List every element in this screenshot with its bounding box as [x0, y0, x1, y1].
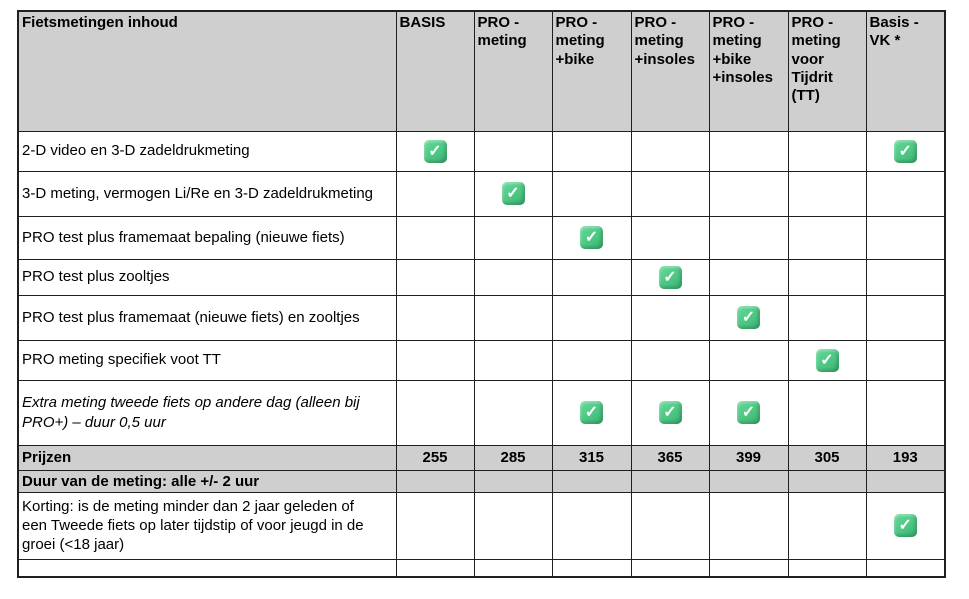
check-cell	[866, 131, 945, 171]
table-row	[18, 340, 945, 380]
check-cell	[866, 295, 945, 340]
row-label: PRO test plus zooltjes	[18, 259, 396, 295]
check-icon: ✓	[816, 349, 839, 372]
check-icon: ✓	[580, 226, 603, 249]
check-cell	[396, 259, 474, 295]
price-value: 285	[474, 445, 552, 470]
empty-cell	[18, 559, 396, 577]
empty-cell	[396, 470, 474, 492]
check-cell	[396, 131, 474, 171]
check-icon: ✓	[737, 306, 760, 329]
row-label: PRO test plus framemaat bepaling (nieuwe fiets)	[18, 216, 396, 259]
check-icon: ✓	[502, 182, 525, 205]
table-row	[18, 216, 945, 259]
empty-row	[18, 559, 945, 577]
check-cell	[552, 380, 631, 445]
check-cell	[866, 492, 945, 559]
column-header-pro-insoles: PRO - meting +insoles	[631, 11, 709, 131]
price-row-label: Prijzen	[18, 445, 396, 470]
price-value: 193	[866, 445, 945, 470]
table-row-extra-meting	[18, 380, 945, 445]
check-cell	[552, 295, 631, 340]
check-cell	[866, 216, 945, 259]
check-cell	[474, 380, 552, 445]
column-header-pro-tt: PRO - meting voor Tijdrit (TT)	[788, 11, 866, 131]
empty-cell	[552, 470, 631, 492]
empty-cell	[866, 559, 945, 577]
price-value: 305	[788, 445, 866, 470]
check-icon: ✓	[737, 401, 760, 424]
check-cell	[631, 259, 709, 295]
check-cell	[552, 216, 631, 259]
check-cell	[788, 259, 866, 295]
column-header-pro-bike: PRO - meting +bike	[552, 11, 631, 131]
column-header-pro-bike-insoles: PRO - meting +bike +insoles	[709, 11, 788, 131]
check-cell	[552, 171, 631, 216]
check-cell	[631, 340, 709, 380]
check-cell	[474, 340, 552, 380]
row-label: 2-D video en 3-D zadeldrukmeting	[18, 131, 396, 171]
check-cell	[396, 380, 474, 445]
check-cell	[631, 295, 709, 340]
duration-row	[18, 470, 945, 492]
row-label: 3-D meting, vermogen Li/Re en 3-D zadeldrukmeting	[18, 171, 396, 216]
empty-cell	[396, 559, 474, 577]
empty-cell	[788, 470, 866, 492]
empty-cell	[474, 470, 552, 492]
check-cell	[866, 171, 945, 216]
check-cell	[709, 171, 788, 216]
check-cell	[396, 295, 474, 340]
check-cell	[866, 259, 945, 295]
check-icon: ✓	[659, 266, 682, 289]
price-value: 315	[552, 445, 631, 470]
row-label: Extra meting tweede fiets op andere dag (alleen bij PRO+) – duur 0,5 uur	[18, 380, 396, 445]
check-cell	[709, 216, 788, 259]
column-header-pro-meting: PRO - meting	[474, 11, 552, 131]
column-header-basis-vk: Basis - VK *	[866, 11, 945, 131]
check-cell	[788, 295, 866, 340]
discount-row	[18, 492, 945, 559]
table-row	[18, 131, 945, 171]
column-header-content: Fietsmetingen inhoud	[18, 11, 396, 131]
check-icon: ✓	[580, 401, 603, 424]
check-icon: ✓	[659, 401, 682, 424]
check-cell	[866, 340, 945, 380]
check-cell	[709, 259, 788, 295]
check-cell	[709, 131, 788, 171]
price-row	[18, 445, 945, 470]
empty-cell	[474, 559, 552, 577]
empty-cell	[631, 470, 709, 492]
check-cell	[474, 295, 552, 340]
check-icon: ✓	[894, 514, 917, 537]
price-value: 399	[709, 445, 788, 470]
check-cell	[866, 380, 945, 445]
table-row	[18, 171, 945, 216]
price-value: 365	[631, 445, 709, 470]
check-cell	[396, 340, 474, 380]
check-cell	[709, 340, 788, 380]
check-cell	[788, 131, 866, 171]
check-cell	[709, 295, 788, 340]
check-icon: ✓	[424, 140, 447, 163]
row-label: PRO test plus framemaat (nieuwe fiets) en zooltjes	[18, 295, 396, 340]
check-cell	[552, 492, 631, 559]
check-cell	[474, 216, 552, 259]
duration-row-label: Duur van de meting: alle +/- 2 uur	[18, 470, 396, 492]
check-cell	[631, 216, 709, 259]
check-cell	[474, 171, 552, 216]
empty-cell	[709, 559, 788, 577]
empty-cell	[631, 559, 709, 577]
check-icon: ✓	[894, 140, 917, 163]
table-row	[18, 259, 945, 295]
column-header-basis: BASIS	[396, 11, 474, 131]
check-cell	[552, 131, 631, 171]
check-cell	[631, 131, 709, 171]
check-cell	[474, 259, 552, 295]
check-cell	[788, 171, 866, 216]
empty-cell	[709, 470, 788, 492]
check-cell	[474, 131, 552, 171]
check-cell	[552, 340, 631, 380]
table-header-row	[18, 11, 945, 131]
check-cell	[788, 380, 866, 445]
empty-cell	[552, 559, 631, 577]
check-cell	[631, 492, 709, 559]
table-row	[18, 295, 945, 340]
check-cell	[788, 340, 866, 380]
check-cell	[788, 216, 866, 259]
check-cell	[788, 492, 866, 559]
empty-cell	[788, 559, 866, 577]
check-cell	[709, 380, 788, 445]
check-cell	[709, 492, 788, 559]
row-label: PRO meting specifiek voot TT	[18, 340, 396, 380]
check-cell	[631, 380, 709, 445]
price-value: 255	[396, 445, 474, 470]
discount-row-label: Korting: is de meting minder dan 2 jaar geleden of een Tweede fiets op later tijdstip of voor jeugd in de groei (<18 jaar)	[18, 492, 396, 559]
check-cell	[631, 171, 709, 216]
check-cell	[474, 492, 552, 559]
pricing-table	[17, 10, 946, 578]
check-cell	[396, 216, 474, 259]
empty-cell	[866, 470, 945, 492]
check-cell	[396, 171, 474, 216]
check-cell	[396, 492, 474, 559]
check-cell	[552, 259, 631, 295]
